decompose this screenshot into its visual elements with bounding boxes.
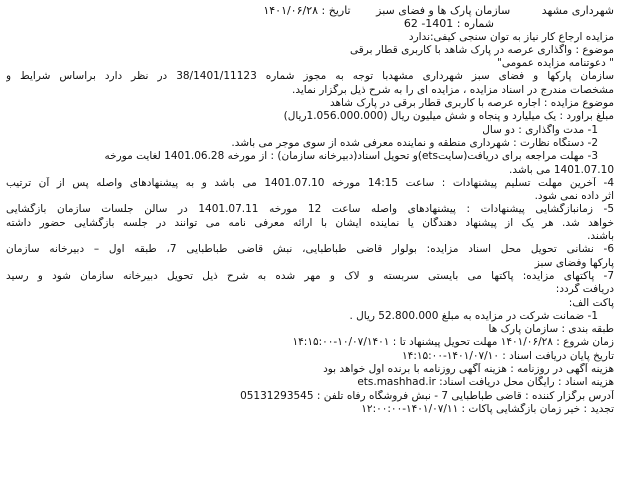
org-name: شهرداری مشهد — [541, 4, 614, 17]
line-1: مزایده ارجاع کار نیاز به توان سنجی کیفی:ندارد — [408, 30, 614, 43]
line-19: 7- پاکتهای مزایده: پاکتها می بایستی سربسته و لاک و مهر شده به شرح ذیل تحویل دبیرخانه سازمان شود و رسید — [6, 269, 614, 282]
line-16: باشند. — [587, 230, 614, 243]
line-11: 1401.07.10 می باشد. — [509, 163, 614, 176]
header-number: شماره : 1401- 62 — [403, 17, 494, 31]
line-14: 5- زمانبازگشایی پیشنهادات : پیشنهادهای واصله ساعت 12 مورخه 1401.07.11 در سالن جلسات سازمان بازگشایی — [6, 203, 614, 216]
line-10: 3- مهلت مراجعه برای دریافت(سایتets)و تحویل اسناد(دبیرخانه سازمان) : از مورخه 1401.06.28 لغایت مورخه — [104, 150, 598, 163]
line-17: 6- نشانی تحویل محل اسناد مزایده: بولوار قاضی طباطبایی، نبش قاضی طباطبایی 7، طبقه اول – دبیرخانه سازمان — [6, 243, 614, 256]
line-6: موضوع مزایده : اجاره عرصه با کاربری قطار برقی در پارک شاهد — [329, 97, 614, 110]
line-26: هزینه آگهی در روزنامه : هزینه آگهی روزنامه با برنده اول خواهد بود — [323, 363, 614, 376]
line-7: مبلغ براورد : یک میلیارد و پنجاه و شش میلیون ریال (1.056.000.000ریال) — [283, 110, 614, 123]
line-25: تاریخ پایان دریافت اسناد : ۱۴۰۱/۰۷/۱۰-۱۴:۱۵:۰۰ — [402, 349, 614, 362]
line-3: " دعوتنامه مزایده عمومی" — [497, 57, 614, 70]
line-8: 1- مدت واگذاری : دو سال — [482, 123, 598, 136]
line-28: آدرس برگزار کننده : قاضی طباطبایی 7 - نبش فروشگاه رفاه تلفن : 05131293545 — [240, 389, 614, 402]
line-27: هزینه اسناد : رایگان محل دریافت اسناد: ets.mashhad.ir — [357, 376, 614, 389]
line-23: طبقه بندی : سازمان پارک ها — [488, 323, 614, 336]
line-18: پارکها وفضای سبز — [534, 256, 614, 269]
line-20: دریافت گردد: — [555, 283, 614, 296]
line-21: پاکت الف: — [568, 296, 614, 309]
line-13: اثر داده نمی شود. — [534, 190, 614, 203]
header-line — [6, 4, 614, 17]
line-4: سازمان پارکها و فضای سبز شهرداری مشهدبا توجه به مجوز شماره 38/1401/11123 در نظر دارد براساس شرایط و — [6, 70, 614, 83]
line-9: 2- دستگاه نظارت : شهرداری منطقه و نماینده معرفی شده از سوی موجر می باشد. — [231, 136, 598, 149]
line-15: خواهد شد. هر یک از پیشنهاد دهندگان یا نماینده ایشان با ارائه معرفی نامه می توانند در جلسه بازگشایی حضور داشته — [6, 216, 614, 229]
header-date: تاریخ : ۱۴۰۱/۰۶/۲۸ — [263, 4, 351, 17]
line-12: 4- آخرین مهلت تسلیم پیشنهادات : ساعت 14:15 مورخه 1401.07.10 می باشد و به پیشنهادهای واصله پس از آن ترتیب — [6, 176, 614, 189]
line-5: مشخصات مندرج در اسناد مزایده ، مزایده ای را به شرح ذیل برگزار نماید. — [292, 83, 614, 96]
line-22: 1- ضمانت شرکت در مزایده به مبلغ 52.800.000 ریال . — [349, 309, 598, 322]
line-2: موضوع : واگذاری عرصه در پارک شاهد با کاربری قطار برقی — [350, 43, 614, 56]
dept-name: سازمان پارک ها و فضای سبز — [376, 4, 511, 17]
line-29: تجدید : خیر زمان بازگشایی پاکات : ۱۴۰۱/۰۷/۱۱-۱۲:۰۰:۰۰ — [361, 402, 614, 415]
line-24: زمان شروع : ۱۴۰۱/۰۶/۲۸ مهلت تحویل پیشنهاد تا : ۱۰/۰۷/۱۴۰۱-۱۴:۱۵:۰۰ — [292, 336, 614, 349]
